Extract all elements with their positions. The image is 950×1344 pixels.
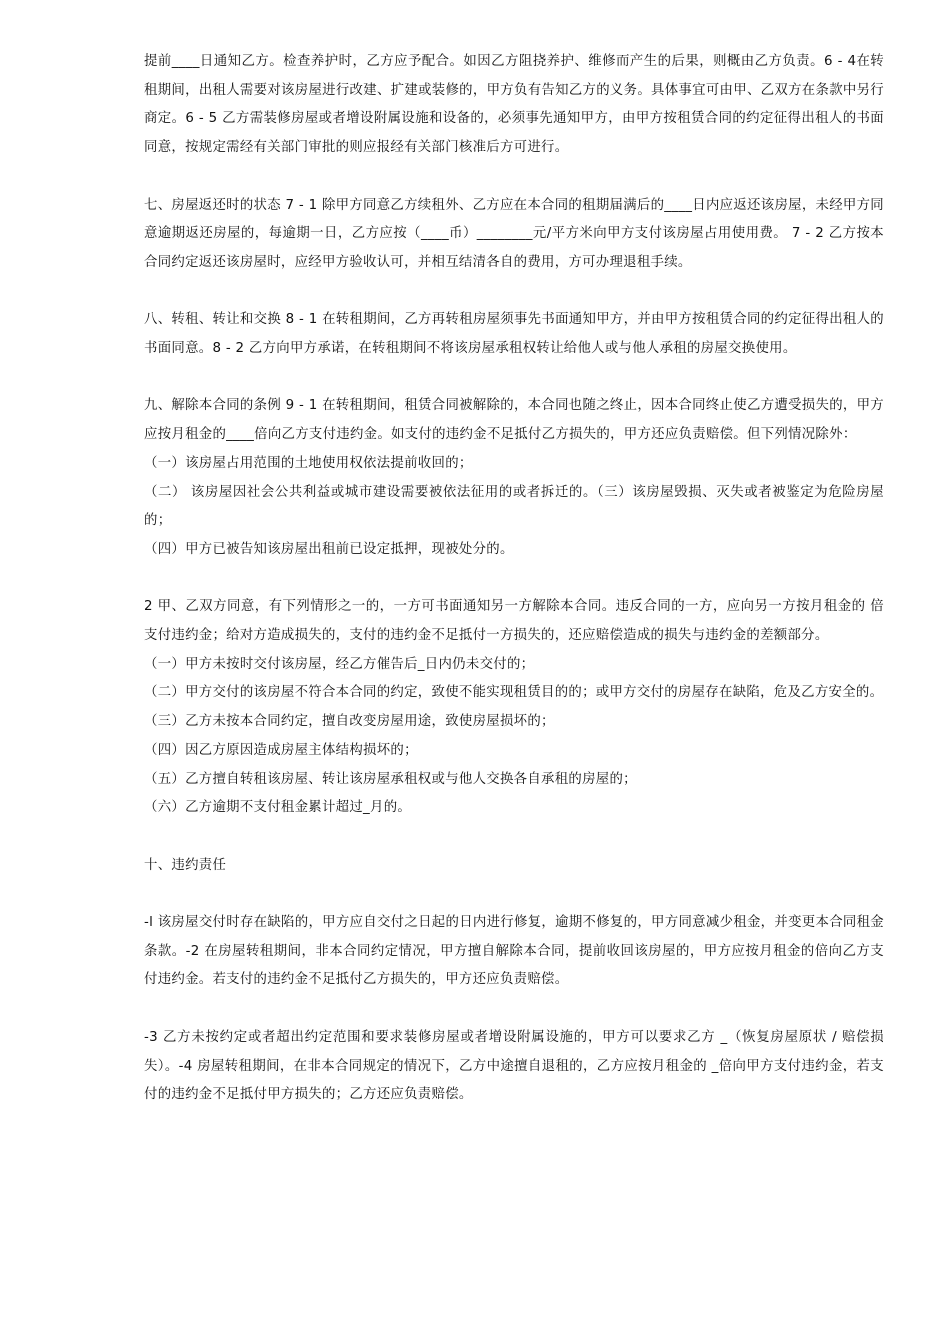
list-item: （二） 该房屋因社会公共利益或城市建设需要被依法征用的或者拆迁的。（三）该房屋毁损、灭失或者被鉴定为危险房屋的； bbox=[144, 484, 884, 529]
paragraph-text: 九、解除本合同的条例 9 - 1 在转租期间，租赁合同被解除的，本合同也随之终止，因本合同终止使乙方遭受损失的，甲方应按月租金的____倍向乙方支付违约金。如支付的违约金不足抵付乙方损失的，甲方还应负责赔偿。但下列情况除外： bbox=[144, 398, 884, 443]
section-10-clauses-3-4 bbox=[144, 1024, 884, 1110]
section-10-heading bbox=[144, 852, 884, 881]
section-7-return-state bbox=[144, 192, 884, 278]
document-body bbox=[144, 48, 884, 1139]
paragraph-text: 提前____日通知乙方。检查养护时，乙方应予配合。如因乙方阻挠养护、维修而产生的后果，则概由乙方负责。6 - 4在转租期间，出租人需要对该房屋进行改建、扩建或装修的，甲方负有告知乙方的义务。具体事宜可由甲、乙双方在条款中另行商定。6 - 5 乙方需装修房屋或者增设附属设施和设备的，必须事先通知甲方，由甲方按租赁合同的约定征得出租人的书面同意，按规定需经有关部门审批的则应报经有关部门核准后方可进行。 bbox=[144, 54, 884, 156]
section-9-2-mutual-termination bbox=[144, 593, 884, 823]
paragraph-text: -l 该房屋交付时存在缺陷的，甲方应自交付之日起的日内进行修复，逾期不修复的，甲方同意减少租金，并变更本合同租金条款。-2 在房屋转租期间，非本合同约定情况，甲方擅自解除本合同，提前收回该房屋的，甲方应按月租金的倍向乙方支付违约金。若支付的违约金不足抵付乙方损失的，甲方还应负责赔偿。 bbox=[144, 915, 884, 988]
section-9-termination bbox=[144, 392, 884, 564]
list-item: （一）该房屋占用范围的土地使用权依法提前收回的； bbox=[144, 455, 473, 471]
paragraph-text: 七、房屋返还时的状态 7 - 1 除甲方同意乙方续租外、乙方应在本合同的租期届满后的____日内应返还该房屋，未经甲方同意逾期返还房屋的，每逾期一日，乙方应按（____币）________元/平方米向甲方支付该房屋占用使用费。 7 - 2 乙方按本合同约定返还该房屋时，应经甲方验收认可，并相互结清各自的费用，方可办理退租手续。 bbox=[144, 197, 884, 270]
list-item: （六）乙方逾期不支付租金累计超过_月的。 bbox=[144, 800, 412, 816]
paragraph-text: -3 乙方未按约定或者超出约定范围和要求装修房屋或者增设附属设施的，甲方可以要求乙方 _（恢复房屋原状 / 赔偿损失）。-4 房屋转租期间，在非本合同规定的情况下，乙方中途擅自退租的，乙方应按月租金的 _倍向甲方支付违约金，若支付的违约金不足抵付甲方损失的；乙方还应负责赔偿。 bbox=[144, 1029, 884, 1103]
paragraph-text: 2 甲、乙双方同意，有下列情形之一的，一方可书面通知另一方解除本合同。违反合同的一方，应向另一方按月租金的 倍支付违约金；给对方造成损失的，支付的违约金不足抵付一方损失的，还应赔偿造成的损失与违约金的差额部分。 bbox=[144, 599, 884, 643]
paragraph-text: 八、转租、转让和交换 8 - 1 在转租期间，乙方再转租房屋须事先书面通知甲方，并由甲方按租赁合同的约定征得出租人的书面同意。8 - 2 乙方向甲方承诺，在转租期间不将该房屋承租权转让给他人或与他人承租的房屋交换使用。 bbox=[144, 312, 884, 356]
list-item: （三）乙方未按本合同约定，擅自改变房屋用途，致使房屋损坏的； bbox=[144, 714, 555, 730]
list-item: （四）因乙方原因造成房屋主体结构损坏的； bbox=[144, 742, 418, 758]
list-item: （五）乙方擅自转租该房屋、转让该房屋承租权或与他人交换各自承租的房屋的； bbox=[144, 771, 637, 787]
list-item: （二）甲方交付的该房屋不符合本合同的约定，致使不能实现租赁目的的；或甲方交付的房屋存在缺陷，危及乙方安全的。 bbox=[144, 685, 884, 701]
paragraph-6-4-6-5 bbox=[144, 48, 884, 163]
list-item: （四）甲方已被告知该房屋出租前已设定抵押，现被处分的。 bbox=[144, 541, 514, 557]
section-10-clauses-1-2 bbox=[144, 909, 884, 995]
section-8-sublease-transfer bbox=[144, 306, 884, 363]
section-heading: 十、违约责任 bbox=[144, 857, 227, 873]
list-item: （一）甲方未按时交付该房屋，经乙方催告后_日内仍未交付的； bbox=[144, 656, 535, 672]
